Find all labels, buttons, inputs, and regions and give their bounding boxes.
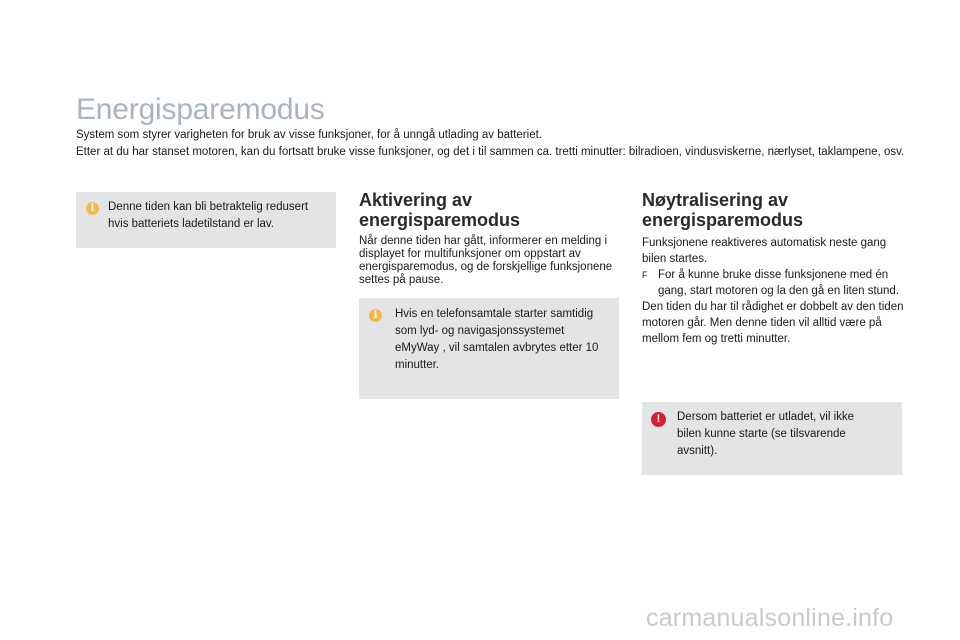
intro-line-2: Etter at du har stanset motoren, kan du fortsatt bruke visse funksjoner, og det i til sammen ca. tretti minutter: bilradioen, vindusviskerne, nærlyset, taklampene, osv. — [76, 146, 905, 158]
activation-heading — [359, 190, 621, 230]
info-note-text: Denne tiden kan bli betraktelig redusert hvis batteriets ladetilstand er lav. — [108, 201, 309, 230]
activation-heading-line-2: energisparemodus — [359, 210, 521, 230]
bullet-text: For å kunne bruke disse funksjonene med én gang, start motoren og la den gå en liten stund. — [658, 269, 900, 297]
activation-body-text: Når denne tiden har gått, informerer en melding i displayet for multifunksjoner om oppstart av energisparemodus, og de forskjellige funksjonene settes på pause. — [359, 235, 613, 286]
activation-heading-line-1: Aktivering av — [359, 190, 473, 210]
intro-line-1: System som styrer varigheten for bruk av visse funksjoner, for å unngå utlading av batteriet. — [76, 129, 542, 141]
activation-body — [359, 235, 621, 287]
neutralisation-heading — [642, 190, 904, 230]
info-icon: i — [369, 309, 382, 322]
intro-text — [76, 127, 906, 161]
bullet-marker-icon: F — [642, 270, 648, 280]
warning-icon: ! — [651, 412, 666, 427]
neutralisation-bullet — [642, 267, 904, 299]
neutralisation-body — [642, 235, 904, 347]
phone-note-text: Hvis en telefonsamtale starter samtidig som lyd- og navigasjonssystemet eMyWay , vil samtalen avbrytes etter 10 minutter. — [395, 308, 599, 371]
neutralisation-para-2: Den tiden du har til rådighet er dobbelt av den tiden motoren går. Men denne tiden vil alltid være på mellom fem og tretti minutter. — [642, 301, 904, 345]
page-title: Energisparemodus — [76, 93, 325, 126]
warning-note-battery — [642, 402, 902, 475]
info-note-phone-call — [359, 298, 619, 399]
neutralisation-heading-line-2: energisparemodus — [642, 210, 804, 230]
info-icon: i — [86, 202, 99, 215]
watermark: carmanualsonline.info — [646, 604, 894, 632]
info-note-battery — [76, 192, 336, 248]
neutralisation-para-1: Funksjonene reaktiveres automatisk neste gang bilen startes. — [642, 237, 887, 265]
warning-note-text: Dersom batteriet er utladet, vil ikke bilen kunne starte (se tilsvarende avsnitt). — [677, 411, 855, 457]
neutralisation-heading-line-1: Nøytralisering av — [642, 190, 789, 210]
